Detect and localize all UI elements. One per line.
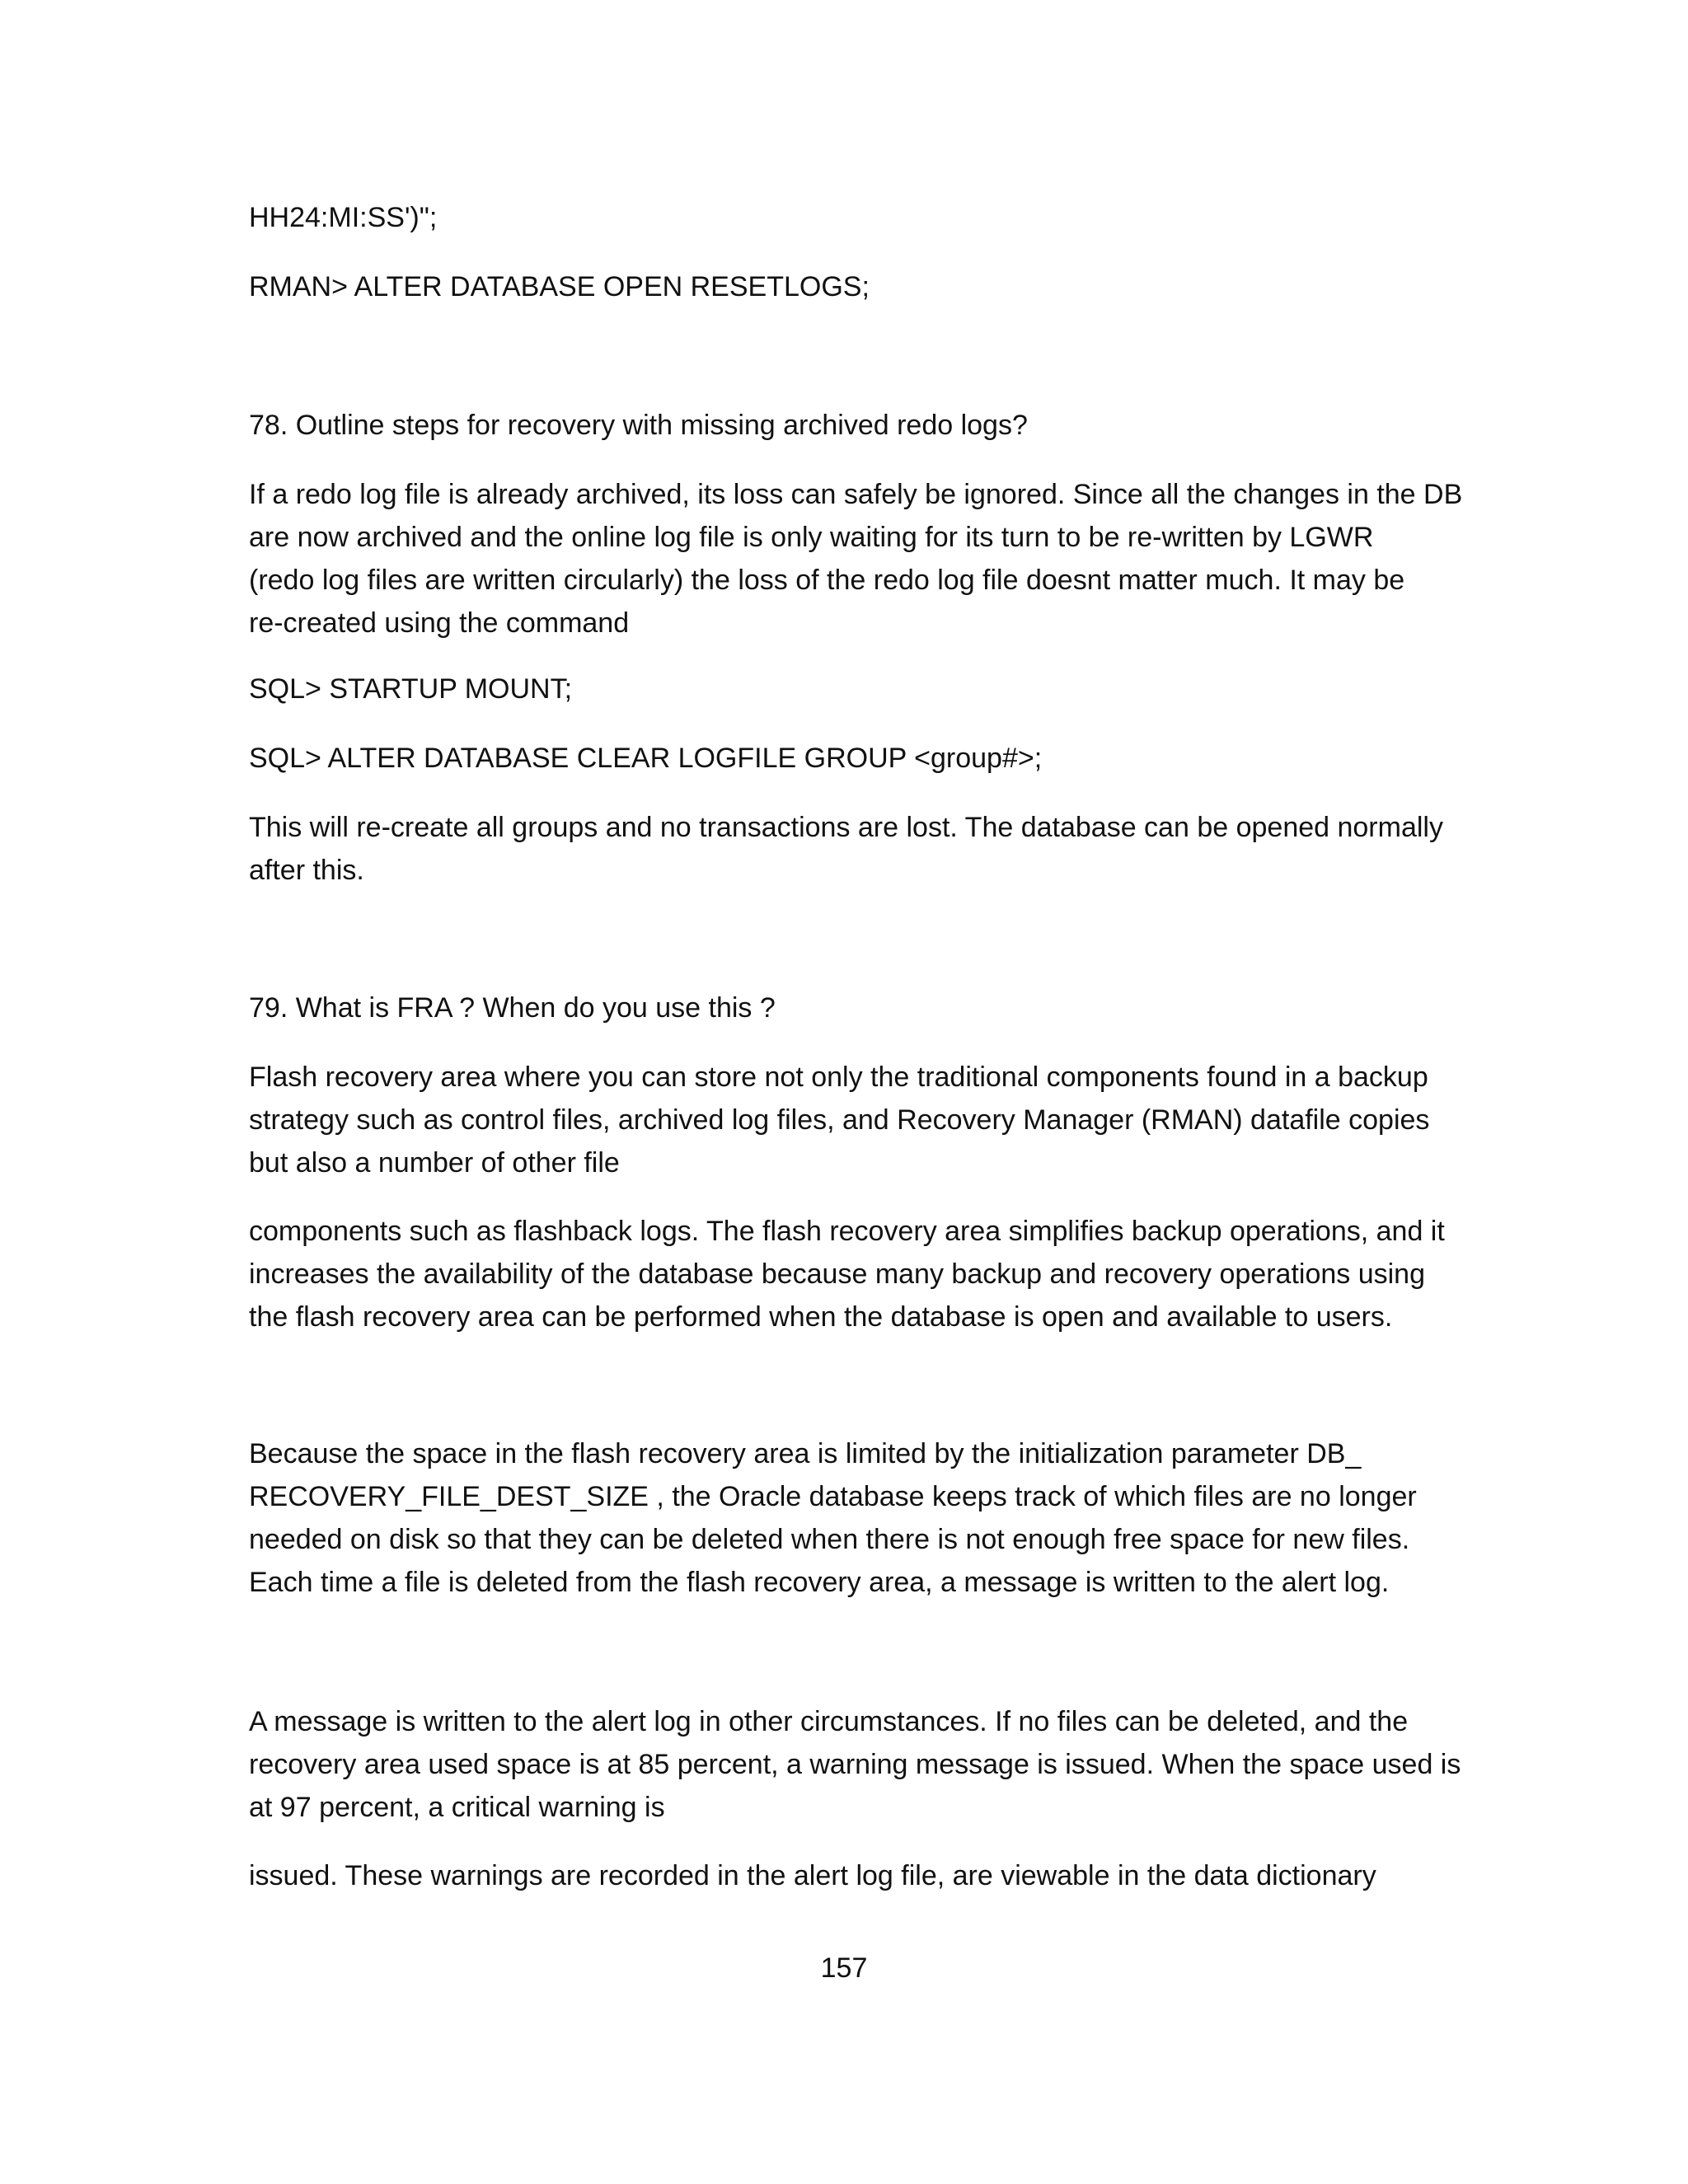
code-line-rman-open-resetlogs xyxy=(249,265,1452,308)
code-line-clear-logfile xyxy=(249,737,1452,780)
answer-79-paragraph-3 xyxy=(249,1432,1452,1604)
text-line: but also a number of other file xyxy=(249,1147,620,1179)
answer-79-paragraph-5 xyxy=(249,1854,1452,1897)
text-line: increases the availability of the database because many backup and recovery operations using xyxy=(249,1258,1425,1290)
text-line: at 97 percent, a critical warning is xyxy=(249,1792,665,1823)
answer-79-paragraph-4 xyxy=(249,1700,1461,1829)
text-line: 78. Outline steps for recovery with missing archived redo logs? xyxy=(249,410,1028,441)
text-line: are now archived and the online log file is only waiting for its turn to be re-written by LGWR xyxy=(249,522,1374,553)
text-line: SQL> STARTUP MOUNT; xyxy=(249,673,573,705)
text-line: needed on disk so that they can be deleted when there is not enough free space for new files. xyxy=(249,1524,1410,1555)
text-line: If a redo log file is already archived, its loss can safely be ignored. Since all the changes in the DB xyxy=(249,479,1463,510)
text-line: RECOVERY_FILE_DEST_SIZE , the Oracle database keeps track of which files are no longer xyxy=(249,1481,1417,1512)
text-line: Each time a file is deleted from the flash recovery area, a message is written to the alert log. xyxy=(249,1567,1390,1598)
text-line: re-created using the command xyxy=(249,607,630,639)
answer-79-paragraph-1 xyxy=(249,1056,1452,1184)
question-78-heading xyxy=(249,404,1452,447)
text-line: This will re-create all groups and no transactions are lost. The database can be opened normally xyxy=(249,812,1443,843)
text-line: the flash recovery area can be performed when the database is open and available to users. xyxy=(249,1301,1393,1333)
question-79-heading xyxy=(249,987,1452,1029)
text-line: issued. These warnings are recorded in the alert log file, are viewable in the data dictionary xyxy=(249,1860,1376,1891)
text-line: Flash recovery area where you can store not only the traditional components found in a backup xyxy=(249,1062,1428,1093)
text-line: HH24:MI:SS')"; xyxy=(249,202,438,233)
text-line: strategy such as control files, archived log files, and Recovery Manager (RMAN) datafile copies xyxy=(249,1104,1430,1136)
answer-79-paragraph-2 xyxy=(249,1210,1452,1338)
text-line: recovery area used space is at 85 percent, a warning message is issued. When the space used is xyxy=(249,1749,1461,1780)
page-number: 157 xyxy=(820,1952,868,1984)
code-line-time-format xyxy=(249,196,1452,239)
text-line: components such as flashback logs. The flash recovery area simplifies backup operations, and it xyxy=(249,1216,1445,1247)
answer-78-paragraph xyxy=(249,473,1463,644)
text-line: 79. What is FRA ? When do you use this ? xyxy=(249,992,776,1024)
code-line-startup-mount xyxy=(249,668,1452,710)
text-line: Because the space in the flash recovery area is limited by the initialization parameter DB_ xyxy=(249,1438,1362,1469)
text-line: RMAN> ALTER DATABASE OPEN RESETLOGS; xyxy=(249,271,870,302)
answer-78-conclusion xyxy=(249,806,1452,892)
text-line: after this. xyxy=(249,855,364,886)
text-line: A message is written to the alert log in other circumstances. If no files can be deleted, and the xyxy=(249,1706,1409,1737)
text-line: (redo log files are written circularly) the loss of the redo log file doesnt matter much. It may be xyxy=(249,565,1405,596)
text-line: SQL> ALTER DATABASE CLEAR LOGFILE GROUP <group#>; xyxy=(249,743,1043,774)
